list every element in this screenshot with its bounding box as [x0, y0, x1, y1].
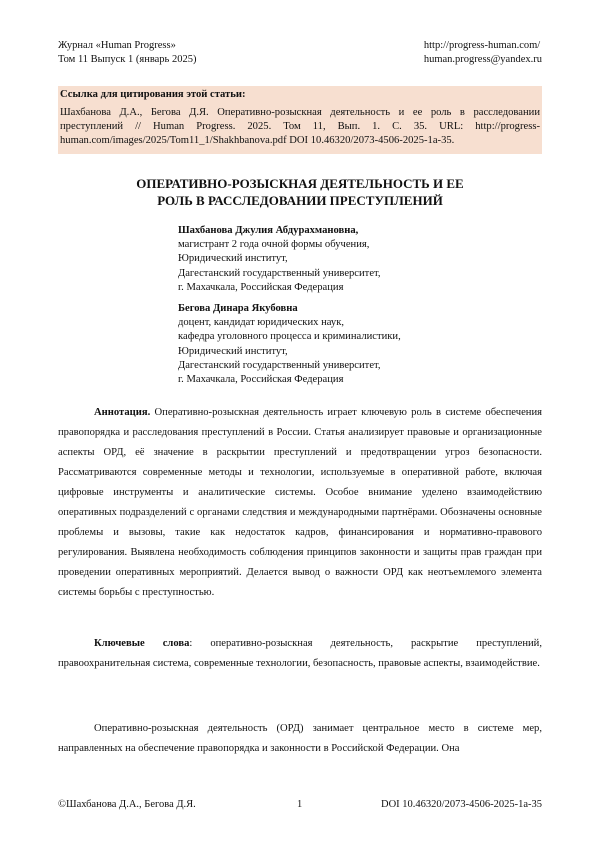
title-line-2: РОЛЬ В РАССЛЕДОВАНИИ ПРЕСТУПЛЕНИЙ: [157, 193, 443, 208]
journal-url[interactable]: http://progress-human.com/: [423, 40, 541, 51]
journal-issue: Том 11 Выпуск 1 (январь 2025): [58, 54, 197, 65]
title-line-1: ОПЕРАТИВНО-РОЗЫСКНАЯ ДЕЯТЕЛЬНОСТЬ И ЕЕ: [136, 176, 464, 191]
author-affiliation-line: магистрант 2 года очной формы обучения,: [178, 239, 370, 251]
abstract-paragraph: [58, 403, 542, 603]
author-name: Бегова Динара Якубовна: [178, 303, 298, 314]
author-affiliation-line: кафедра уголовного процесса и криминалистики,: [178, 331, 401, 343]
author-affiliation-line: доцент, кандидат юридических наук,: [178, 317, 344, 329]
author-block-1: [178, 224, 381, 295]
journal-header: [58, 39, 196, 67]
article-title: [58, 175, 542, 209]
keywords-paragraph: [58, 634, 542, 674]
author-affiliation-line: Юридический институт,: [178, 345, 288, 357]
author-name: Шахбанова Джулия Абдурахмановна,: [178, 225, 359, 236]
page-number: 1: [297, 799, 303, 810]
abstract-text: Оперативно-розыскная деятельность играет ключевую роль в системе обеспечения правопорядка и расследования преступлений в России. Статья анализирует правовые и организационные аспекты ОРД, её значение в раскрытии преступлений и предотвращении угроз безопасности. Рассматриваются современные методы и технологии, используемые в оперативной работе, включая цифровые инструменты и аналитические системы. Особое внимание уделено взаимодействию оперативных подразделений с органами следствия и международными партнёрами. Обозначены основные проблемы и вызовы, такие как недостаток кадров, финансирования и нормативно-правового регулирования. Выявлена необходимость соблюдения принципов законности и защиты прав граждан при проведении оперативных мероприятий. Делается вывод о важности ОРД как неотъемлемого элемента системы борьбы с преступностью.: [58, 407, 542, 598]
author-affiliation-line: г. Махачкала, Российская Федерация: [178, 374, 344, 386]
citation-box: [58, 86, 542, 154]
footer-doi: DOI 10.46320/2073-4506-2025-1a-35: [381, 799, 542, 810]
abstract: [58, 403, 542, 603]
author-affiliation-line: Дагестанский государственный университет,: [178, 359, 381, 371]
keywords: [58, 634, 542, 674]
author-affiliation-line: Юридический институт,: [178, 253, 288, 265]
abstract-label: Аннотация.: [94, 407, 151, 418]
citation-text: Шахбанова Д.А., Бегова Д.Я. Оперативно-розыскная деятельность и ее роль в расследовании преступлений // Human Progress. 2025. Том 11, Вып. 1. С. 35. URL: http://progress-human.com/images/2025/Tom11_1/Shakhbanova.pdf DOI 10.46320/2073-4506-2025-1a-35.: [60, 107, 540, 146]
citation-label: Ссылка для цитирования этой статьи:: [60, 89, 246, 100]
journal-email[interactable]: human.progress@yandex.ru: [423, 54, 542, 65]
contact-header: [424, 39, 542, 67]
keywords-label: Ключевые слова: [94, 638, 190, 649]
introduction: [58, 719, 542, 759]
author-affiliation-line: Дагестанский государственный университет,: [178, 267, 381, 279]
journal-name: Журнал «Human Progress»: [58, 40, 176, 51]
footer-copyright: ©Шахбанова Д.А., Бегова Д.Я.: [58, 799, 196, 810]
intro-paragraph: Оперативно-розыскная деятельность (ОРД) занимает центральное место в системе мер, направленных на обеспечение правопорядка и законности в Российской Федерации. Она: [58, 723, 542, 754]
author-affiliation-line: г. Махачкала, Российская Федерация: [178, 281, 344, 293]
author-block-2: [178, 302, 401, 387]
keywords-text: : оперативно-розыскная деятельность, раскрытие преступлений, правоохранительная система, современные технологии, безопасность, правовые аспекты, взаимодействие.: [58, 638, 542, 669]
